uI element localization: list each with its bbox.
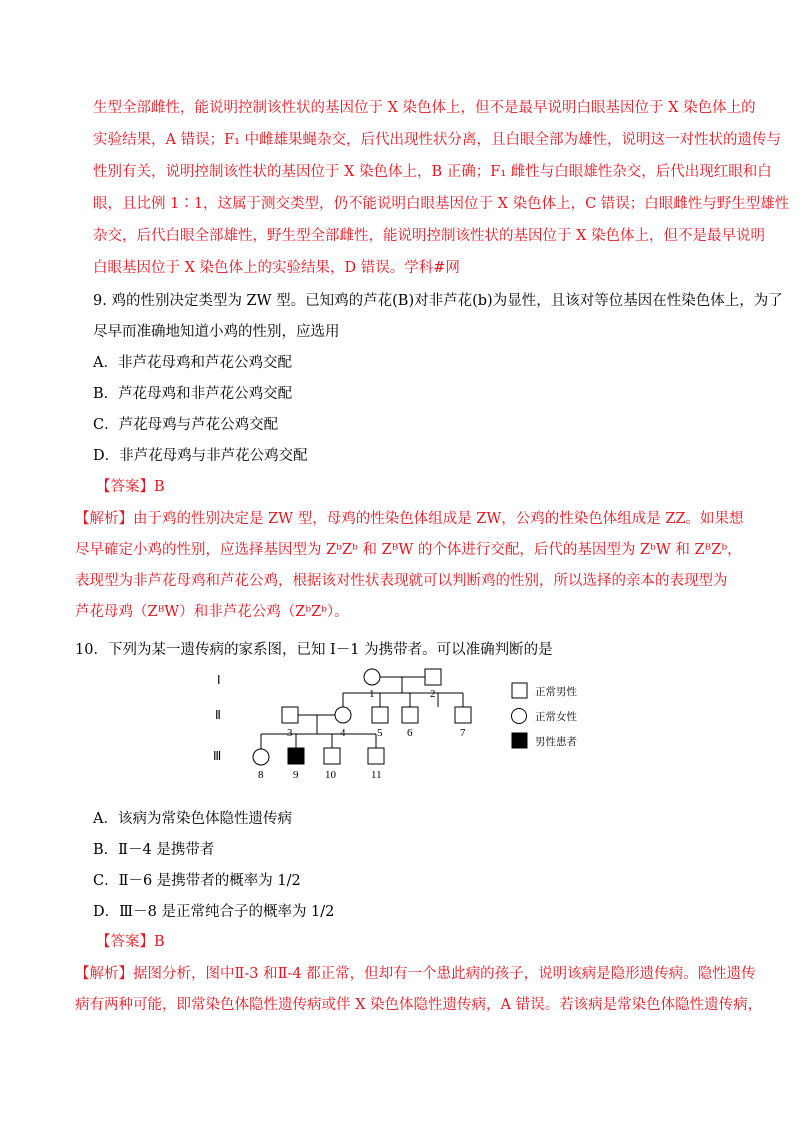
q10-analysis-line: 病有两种可能，即常染色体隐性遗传病或伴 X 染色体隐性遗传病，A 错误。若该病是常染色体隐性遗传病， [75, 997, 763, 1013]
individual-II4-female [335, 707, 351, 723]
q9-analysis-line: 尽早確定小鸡的性别，应选择基因型为 ZᵇZᵇ 和 ZᴮW 的个体进行交配，后代的基因型为 ZᵇW 和 ZᴮZᵇ， [75, 542, 742, 558]
q9-analysis-line: 芦花母鸡（ZᴮW）和非芦花公鸡（ZᵇZᵇ）。 [75, 604, 349, 620]
individual-III9-affected-male [288, 748, 304, 764]
individual-number: 9 [293, 769, 299, 780]
question-9-stem: 9. 鸡的性别决定类型为 ZW 型。已知鸡的芦花(B)对非芦花(b)为显性，且该对等位基因在性染色体上，为了 [93, 293, 783, 309]
question-10-stem: 10．下列为某一遗传病的家系图，已知 Ⅰ－1 为携带者。可以准确判断的是 [75, 642, 553, 658]
q10-option-d: D．Ⅲ－8 是正常纯合子的概率为 1/2 [93, 904, 335, 920]
individual-number: 10 [325, 769, 336, 780]
q10-option-c: C．Ⅱ－6 是携带者的概率为 1/2 [93, 873, 301, 889]
individual-number: 1 [369, 688, 375, 700]
individual-number: 4 [340, 727, 346, 739]
generation-label: Ⅲ [213, 749, 222, 763]
q9-option-b: B．芦花母鸡和非芦花公鸡交配 [93, 386, 293, 402]
legend-label: 正常男性 [535, 687, 577, 698]
legend-symbol-normal-female [512, 709, 527, 724]
individual-number: 5 [377, 727, 383, 739]
individual-II5-male [372, 707, 388, 723]
individual-number: 2 [430, 688, 436, 700]
individual-II6-male [402, 707, 418, 723]
q9-option-a: A．非芦花母鸡和芦花公鸡交配 [93, 355, 292, 371]
legend-symbol-normal-male [512, 683, 527, 698]
legend-label: 正常女性 [535, 712, 577, 723]
legend-symbol-affected-male [512, 733, 527, 748]
q10-option-a: A．该病为常染色体隐性遗传病 [93, 811, 292, 827]
q9-option-c: C．芦花母鸡与芦花公鸡交配 [93, 417, 279, 433]
individual-III8-female [253, 749, 269, 765]
q9-option-d: D．非芦花母鸡与非芦花公鸡交配 [93, 448, 308, 464]
q10-analysis-line: 【解析】据图分析，图中Ⅱ-3 和Ⅱ-4 都正常，但却有一个患此病的孩子，说明该病是隐形遗传病。隐性遗传 [75, 966, 756, 982]
individual-number: 3 [287, 727, 293, 739]
explanation-line: 实验结果，A 错误；F₁ 中雌雄果蝇杂交，后代出现性状分离，且白眼全部为雄性，说明这一对性状的遗传与 [93, 132, 782, 148]
q10-option-b: B．Ⅱ－4 是携带者 [93, 842, 215, 858]
explanation-line: 性别有关，说明控制该性状的基因位于 X 染色体上，B 正确；F₁ 雌性与白眼雄性杂交，后代出现红眼和白 [93, 164, 772, 180]
individual-II3-male [282, 707, 298, 723]
legend-label: 男性患者 [535, 737, 577, 748]
explanation-line: 生型全部雌性，能说明控制该性状的基因位于 X 染色体上，但不是最早说明白眼基因位于 X 染色体上的 [93, 100, 756, 116]
pedigree-chart [205, 664, 595, 780]
explanation-line: 杂交，后代白眼全部雄性，野生型全部雌性，能说明控制该性状的基因位于 X 染色体上，但不是最早说明 [93, 228, 766, 244]
generation-label: Ⅱ [215, 708, 221, 722]
individual-II7-male [455, 707, 471, 723]
individual-number: 7 [460, 727, 466, 739]
individual-number: 6 [407, 727, 413, 739]
q9-answer: 【答案】B [96, 479, 165, 495]
individual-III11-male [368, 748, 384, 764]
question-9-stem-continued: 尽早而准确地知道小鸡的性别，应选用 [93, 324, 340, 340]
individual-I1-female [364, 669, 380, 685]
q10-answer: 【答案】B [96, 934, 165, 950]
individual-III10-male [324, 748, 340, 764]
individual-number: 8 [258, 769, 264, 780]
q9-analysis-line: 表现型为非芦花母鸡和芦花公鸡，根据该对性状表现就可以判断鸡的性别，所以选择的亲本的表现型为 [75, 573, 728, 589]
explanation-line: 白眼基因位于 X 染色体上的实验结果，D 错误。学科#网 [93, 260, 460, 276]
explanation-line: 眼，且比例 1∶1，这属于测交类型，仍不能说明白眼基因位于 X 染色体上，C 错误；白眼雌性与野生型雄性 [93, 196, 790, 212]
individual-number: 11 [371, 769, 382, 780]
generation-label: Ⅰ [217, 673, 221, 687]
q9-analysis-line: 【解析】由于鸡的性别决定是 ZW 型，母鸡的性染色体组成是 ZW，公鸡的性染色体组成是 ZZ。如果想 [75, 511, 744, 527]
individual-I2-male [425, 669, 441, 685]
